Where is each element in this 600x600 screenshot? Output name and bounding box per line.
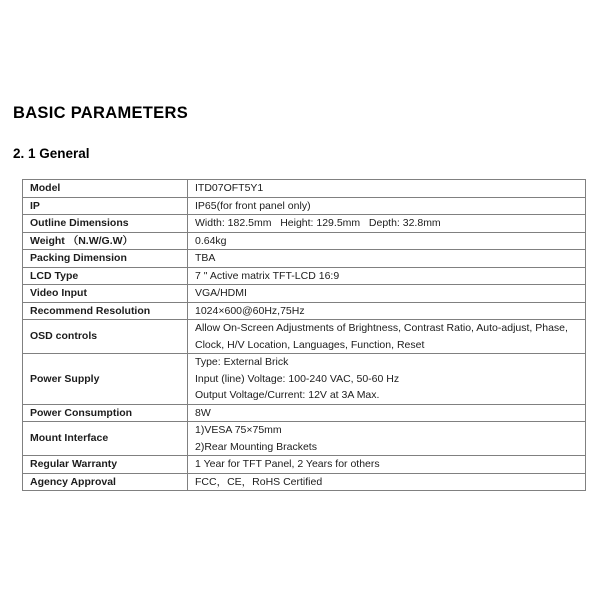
spec-label: OSD controls [23, 320, 188, 354]
spec-value [188, 215, 586, 233]
spec-label: LCD Type [23, 267, 188, 285]
spec-value-line: 8W [195, 406, 211, 419]
table-row [23, 180, 586, 198]
spec-label: Recommend Resolution [23, 302, 188, 320]
spec-label: Mount Interface [23, 422, 188, 456]
spec-value-line: FCC，CE，RoHS Certified [195, 475, 323, 488]
spec-value-line: 2)Rear Mounting Brackets [195, 440, 317, 453]
spec-value-line: 1)VESA 75×75mm [195, 424, 282, 436]
spec-label: Power Supply [23, 354, 188, 405]
spec-value [188, 302, 586, 320]
spec-table [22, 179, 586, 491]
spec-value [188, 456, 586, 474]
spec-value-line: Clock, H/V Location, Languages, Function, Reset [195, 338, 425, 351]
table-row [23, 215, 586, 233]
table-row [23, 285, 586, 303]
table-row [23, 456, 586, 474]
table-row [23, 473, 586, 491]
spec-value-line: IP65(for front panel only) [195, 199, 311, 212]
spec-value [188, 285, 586, 303]
spec-table-body [23, 180, 586, 491]
spec-value [188, 422, 586, 456]
spec-value-line: 1 Year for TFT Panel, 2 Years for others [195, 458, 380, 470]
spec-label: IP [23, 197, 188, 215]
spec-value-line: ITD07OFT5Y1 [195, 182, 264, 194]
spec-value [188, 354, 586, 405]
table-row [23, 232, 586, 250]
spec-value-line: Allow On-Screen Adjustments of Brightness, Contrast Ratio, Auto-adjust, Phase, [195, 322, 568, 334]
table-row [23, 302, 586, 320]
spec-value-line: Type: External Brick [195, 356, 289, 368]
spec-value [188, 267, 586, 285]
section-title: BASIC PARAMETERS [13, 104, 189, 122]
spec-value-line: Output Voltage/Current: 12V at 3A Max. [195, 389, 380, 401]
spec-label: Weight （N.W/G.W） [23, 232, 188, 250]
spec-value [188, 473, 586, 491]
spec-label: Video Input [23, 285, 188, 303]
subsection-title: 2. 1 General [13, 146, 90, 161]
spec-value [188, 404, 586, 422]
spec-label: Outline Dimensions [23, 215, 188, 233]
spec-value [188, 180, 586, 198]
table-row [23, 422, 586, 456]
spec-value-line: TBA [195, 252, 216, 264]
spec-label: Agency Approval [23, 473, 188, 491]
spec-value [188, 232, 586, 250]
spec-label: Regular Warranty [23, 456, 188, 474]
spec-label: Packing Dimension [23, 250, 188, 268]
table-row [23, 320, 586, 354]
table-row [23, 250, 586, 268]
spec-value-line: Width: 182.5mm Height: 129.5mm Depth: 32.8mm [195, 217, 441, 229]
spec-label: Power Consumption [23, 404, 188, 422]
spec-label: Model [23, 180, 188, 198]
spec-value [188, 320, 586, 354]
spec-value-line: VGA/HDMI [195, 287, 247, 299]
spec-value-line: Input (line) Voltage: 100-240 VAC, 50-60 Hz [195, 372, 400, 385]
spec-value [188, 250, 586, 268]
table-row [23, 354, 586, 405]
spec-value-line: 0.64kg [195, 234, 227, 247]
table-row [23, 197, 586, 215]
spec-value [188, 197, 586, 215]
table-row [23, 267, 586, 285]
table-row [23, 404, 586, 422]
spec-value-line: 1024×600@60Hz,75Hz [195, 304, 305, 317]
spec-value-line: 7 " Active matrix TFT-LCD 16:9 [195, 269, 340, 282]
